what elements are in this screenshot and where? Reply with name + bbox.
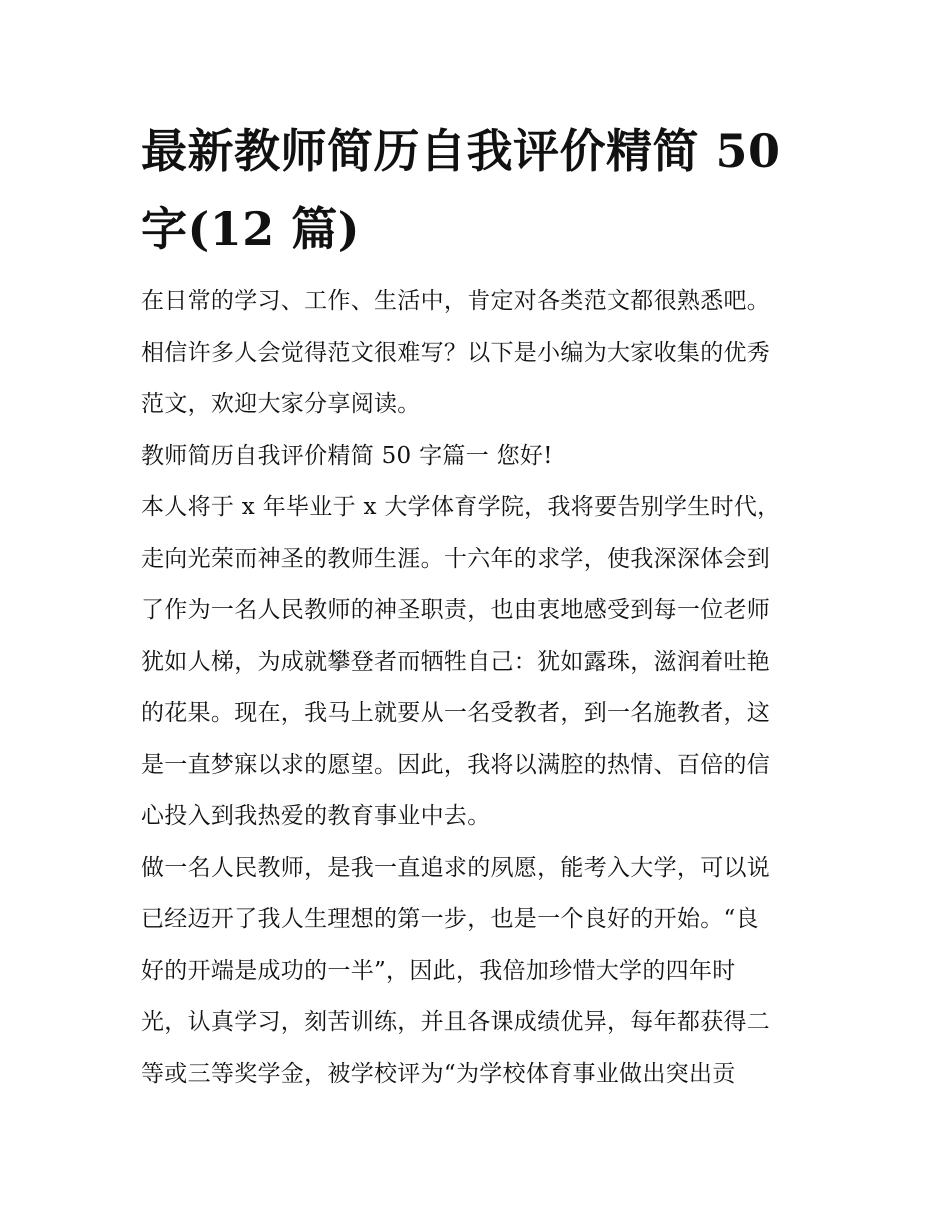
text-line: 犹如人梯，为成就攀登者而牺牲自己：犹如露珠，滋润着吐艳 [141,648,771,675]
text-line: 好的开端是成功的一半”，因此，我倍加珍惜大学的四年时 [141,957,736,984]
text-line: 光，认真学习，刻苦训练，并且各课成绩优异，每年都获得二 [141,1009,771,1035]
text-line: 在日常的学习、工作、生活中，肯定对各类范文都很熟悉吧。 [141,288,771,314]
text-line: 范文，欢迎大家分享阅读。 [141,391,421,417]
text-line: 已经迈开了我人生理想的第一步，也是一个良好的开始。“良 [141,906,759,932]
body-paragraph [141,482,821,843]
document-body [141,112,821,1100]
title-line: 最新教师简历自我评价精简 50 [141,124,781,178]
document-title [141,112,821,268]
text-line: 相信许多人会觉得范文很难写？以下是小编为大家收集的优秀 [141,339,771,366]
text-line: 本人将于 x 年毕业于 x 大学体育学院，我将要告别学生时代， [141,494,781,520]
text-line: 的花果。现在，我马上就要从一名受教者，到一名施教者，这 [141,700,771,726]
text-line: 教师简历自我评价精简 50 字篇一 您好! [141,442,553,469]
text-line: 是一直梦寐以求的愿望。因此，我将以满腔的热情、百倍的信 [141,751,771,778]
title-line: 字(12 篇) [141,202,361,256]
text-line: 心投入到我热爱的教育事业中去。 [141,803,491,829]
intro-paragraph [141,276,821,431]
text-line: 等或三等奖学金，被学校评为“为学校体育事业做出突出贡 [141,1060,736,1087]
body-paragraph [141,843,821,1101]
text-line: 走向光荣而神圣的教师生涯。十六年的求学，使我深深体会到 [141,545,771,572]
text-line: 了作为一名人民教师的神圣职责，也由衷地感受到每一位老师 [141,597,771,623]
section-heading-paragraph [141,431,821,483]
text-line: 做一名人民教师，是我一直追求的夙愿，能考入大学，可以说 [141,854,771,881]
